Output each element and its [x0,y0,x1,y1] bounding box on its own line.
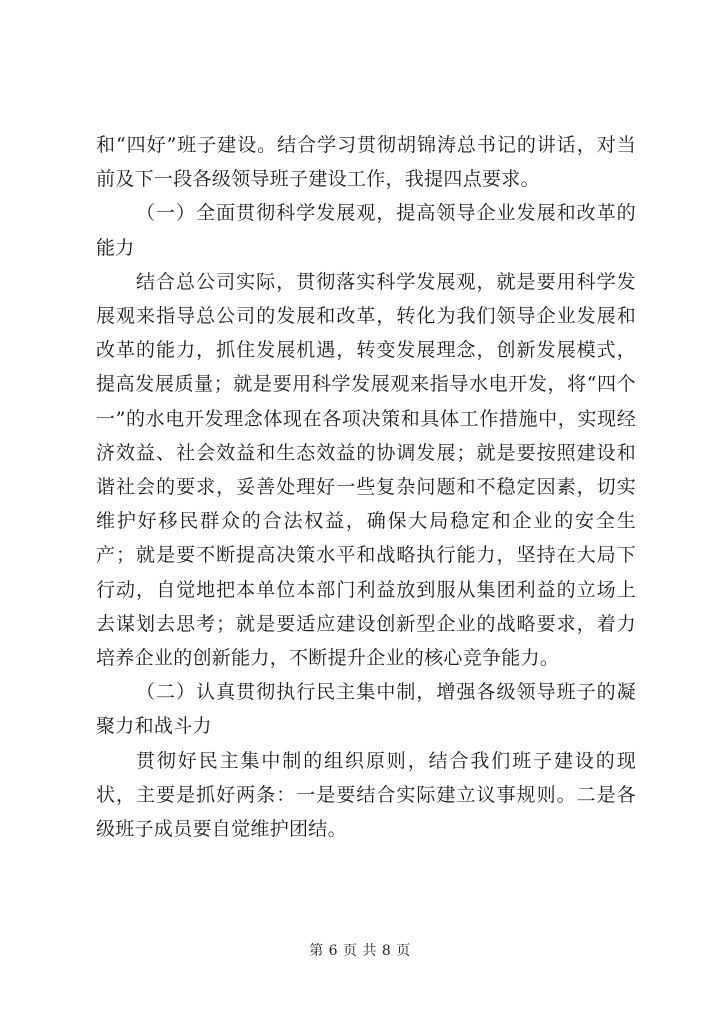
page-footer [0,940,720,960]
section-heading-2: （二）认真贯彻执行民主集中制，增强各级领导班子的凝聚力和战斗力 [96,681,636,738]
section-heading-1: （一）全面贯彻科学发展观，提高领导企业发展和改革的能力 [96,202,636,259]
page-number: 第 6 页 共 8 页 [309,943,411,959]
paragraph-section-1: 结合总公司实际，贯彻落实科学发展观，就是要用科学发展观来指导总公司的发展和改革，转化为我们领导企业发展和改革的能力，抓住发展机遇，转变发展理念，创新发展模式，提高发展质量；就是要用科学发展观来指导水电开发，将“四个一”的水电开发理念体现在各项决策和具体工作措施中，实现经济效益、社会效益和生态效益的协调发展；就是要按照建设和谐社会的要求，妥善处理好一些复杂问题和不稳定因素，切实维护好移民群众的合法权益，确保大局稳定和企业的安全生产；就是要不断提高决策水平和战略执行能力，坚持在大局下行动，自觉地把本单位本部门利益放到服从集团利益的立场上去谋划去思考；就是要适应建设创新型企业的战略要求，着力培养企业的创新能力，不断提升企业的核心竞争能力。 [96,270,636,670]
document-body [96,128,636,846]
paragraph-section-2: 贯彻好民主集中制的组织原则，结合我们班子建设的现状，主要是抓好两条：一是要结合实际建立议事规则。二是各级班子成员要自觉维护团结。 [96,749,636,841]
paragraph-continuation: 和“四好”班子建设。结合学习贯彻胡锦涛总书记的讲话，对当前及下一段各级领导班子建设工作，我提四点要求。 [96,134,636,191]
